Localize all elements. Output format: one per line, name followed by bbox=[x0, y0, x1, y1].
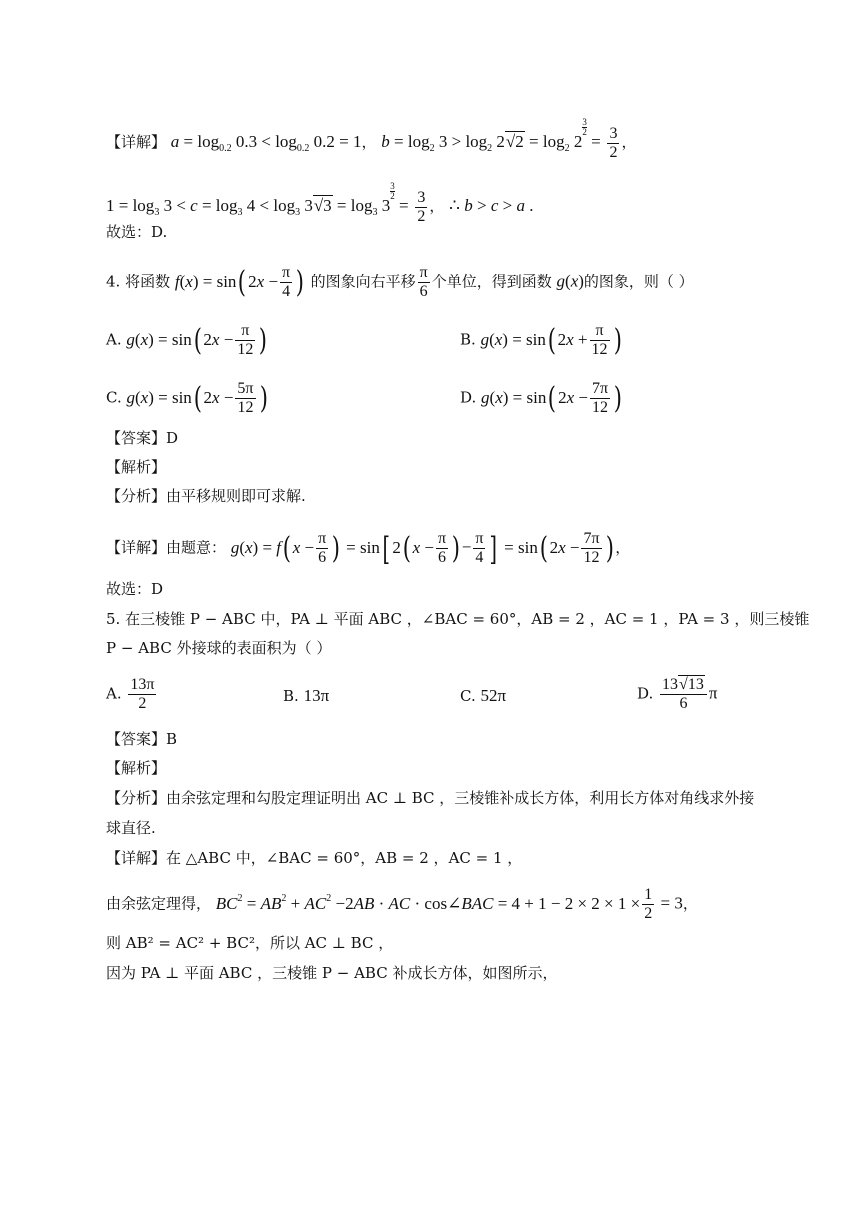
q5-option-a: A. $\frac{13\pi}{2}$ bbox=[106, 676, 155, 712]
q5-analyze-line1: 【分析】由余弦定理和勾股定理证明出 AC ⊥ BC ，三棱锥补成长方体，利用长方体对角线求外接 bbox=[106, 789, 755, 807]
q3-conclusion: ∴ b > c > a . bbox=[449, 196, 534, 215]
q4-stem-after: 个单位，得到函数 bbox=[431, 272, 552, 291]
q3-detail-line2: $1 = \log_3 3 < c = \log_3 4 < \log_3 3√3 = \log_3 3$ $\frac{3}{2}$ = $\frac{3}{2}$ ， ∴ b > c > a . bbox=[106, 181, 534, 225]
q3-formula-b: $b = \log_2 3 > \log_2 2√2 = \log_2 2$ $\frac{3}{2}$ = bbox=[381, 117, 601, 154]
q5-analyze-line2: 球直径. bbox=[106, 819, 156, 837]
q5-stem-text1: 在三棱锥 P − ABC 中，PA ⊥ 平面 ABC ，∠BAC = 60°，AB = 2 ，AC = 1 ，PA = 3 ，则三棱锥 bbox=[125, 610, 810, 628]
q4-detail-formula: g(x) = f( x − bbox=[230, 530, 315, 566]
q3-choice: 故选：D. bbox=[106, 223, 168, 241]
q5-final-line: 因为 PA ⊥ 平面 ABC ，三棱锥 P − ABC 补成长方体，如图所示， bbox=[106, 964, 558, 982]
pi-over-6: $\frac{\pi}{6}$ bbox=[419, 264, 428, 300]
q4-answer: 【答案】D bbox=[106, 429, 179, 447]
q5-option-b: B. 13π bbox=[283, 686, 330, 705]
q3-detail-line1: 【详解】 $a = \log_{0.2} 0.3 < \log_{0.2} 0.2 = 1$， $b = \log_2 3 > \log_2 2√2 = \log_2 2$ $\frac{3}{2}$ = $\frac{3}{2}$ ， bbox=[106, 117, 637, 161]
q5-stem-line2: P − ABC 外接球的表面积为（ ） bbox=[106, 639, 332, 657]
q4-number: 4. bbox=[106, 272, 121, 291]
q5-cosine-formula: $BC^2 = AB^2 + AC^2 -2AB$ · AC · cos∠BAC = 4 + 1 − 2 × 2 × 1 × bbox=[215, 892, 641, 913]
q5-stem-line1 bbox=[106, 608, 809, 630]
option-label: D. bbox=[460, 388, 477, 407]
q5-number: 5. bbox=[106, 610, 121, 628]
q4-stem-end: 的图象，则（ ） bbox=[583, 272, 694, 291]
q5-answer: 【答案】B bbox=[106, 730, 178, 748]
option-label: A. bbox=[106, 330, 122, 349]
q5-analysis-tag: 【解析】 bbox=[106, 759, 167, 777]
three-halves-frac: $\frac{3}{2}$ bbox=[609, 124, 618, 161]
q5-option-c: C. 52π bbox=[460, 686, 507, 705]
q5-option-d: D. $\frac{13√13}{6}$ π bbox=[637, 676, 718, 712]
q3-formula-c: $1 = \log_3 3 < c = \log_3 4 < \log_3 3√3 = \log_3 3$ $\frac{3}{2}$ = bbox=[106, 181, 409, 218]
three-halves-frac-2: $\frac{3}{2}$ bbox=[417, 188, 426, 225]
q4-stem: 4. 将函数 f(x) = sin( 2x − $\frac{\pi}{4}$ ) 的图象向右平移 $\frac{\pi}{6}$ 个单位，得到函数 g(x)的图象，则（ ） bbox=[106, 264, 694, 300]
q4-function-g: g(x) bbox=[556, 271, 584, 291]
q5-pythagorean: 则 AB² = AC² + BC²，所以 AC ⊥ BC ， bbox=[106, 934, 394, 952]
option-label: C. bbox=[106, 388, 122, 407]
q4-stem-before: 将函数 bbox=[125, 272, 171, 291]
option-label: B. bbox=[460, 330, 476, 349]
q4-option-d: D. g(x) = sin( 2x − $\frac{7\pi}{12}$ ) bbox=[460, 380, 623, 416]
q4-analyze: 【分析】由平移规则即可求解. bbox=[106, 487, 306, 505]
q4-stem-mid: 的图象向右平移 bbox=[310, 272, 416, 291]
q4-analysis-tag: 【解析】 bbox=[106, 458, 167, 476]
q4-option-b: B. g(x) = sin( 2x + $\frac{\pi}{12}$ ) bbox=[460, 322, 622, 358]
q4-detail: 【详解】由题意： g(x) = f( x − $\frac{\pi}{6}$ ) = sin[ 2( x − $\frac{\pi}{6}$ ) − $\frac{\pi}{4}$ ] = sin( 2x − $\frac{7\pi}{12}$ ) ， bbox=[106, 529, 631, 568]
q4-analyze-text: 由平移规则即可求解. bbox=[166, 487, 306, 505]
q4-choice: 故选：D bbox=[106, 580, 164, 598]
q4-option-c: C. g(x) = sin( 2x − $\frac{5\pi}{12}$ ) bbox=[106, 380, 268, 416]
detail-tag: 【详解】 bbox=[106, 133, 167, 151]
q5-detail-line1: 【详解】在 △ABC 中，∠BAC = 60°，AB = 2 ，AC = 1 ， bbox=[106, 849, 523, 867]
q3-formula-a: $a = \log_{0.2} 0.3 < \log_{0.2} 0.2 = 1$ bbox=[170, 132, 362, 154]
q4-function-f: f(x) = sin( 2x − bbox=[174, 264, 279, 300]
q4-option-a: A. g(x) = sin( 2x − $\frac{\pi}{12}$ ) bbox=[106, 322, 268, 358]
pi-over-4: $\frac{\pi}{4}$ bbox=[282, 264, 291, 300]
q5-answer-value: B bbox=[166, 730, 178, 748]
q5-cosine-law: 由余弦定理得， $BC^2 = AB^2 + AC^2 -2AB$ · AC · cos∠BAC = 4 + 1 − 2 × 2 × 1 × $\frac{1}{2}$ = 3， bbox=[106, 886, 698, 922]
q4-answer-value: D bbox=[166, 429, 179, 447]
